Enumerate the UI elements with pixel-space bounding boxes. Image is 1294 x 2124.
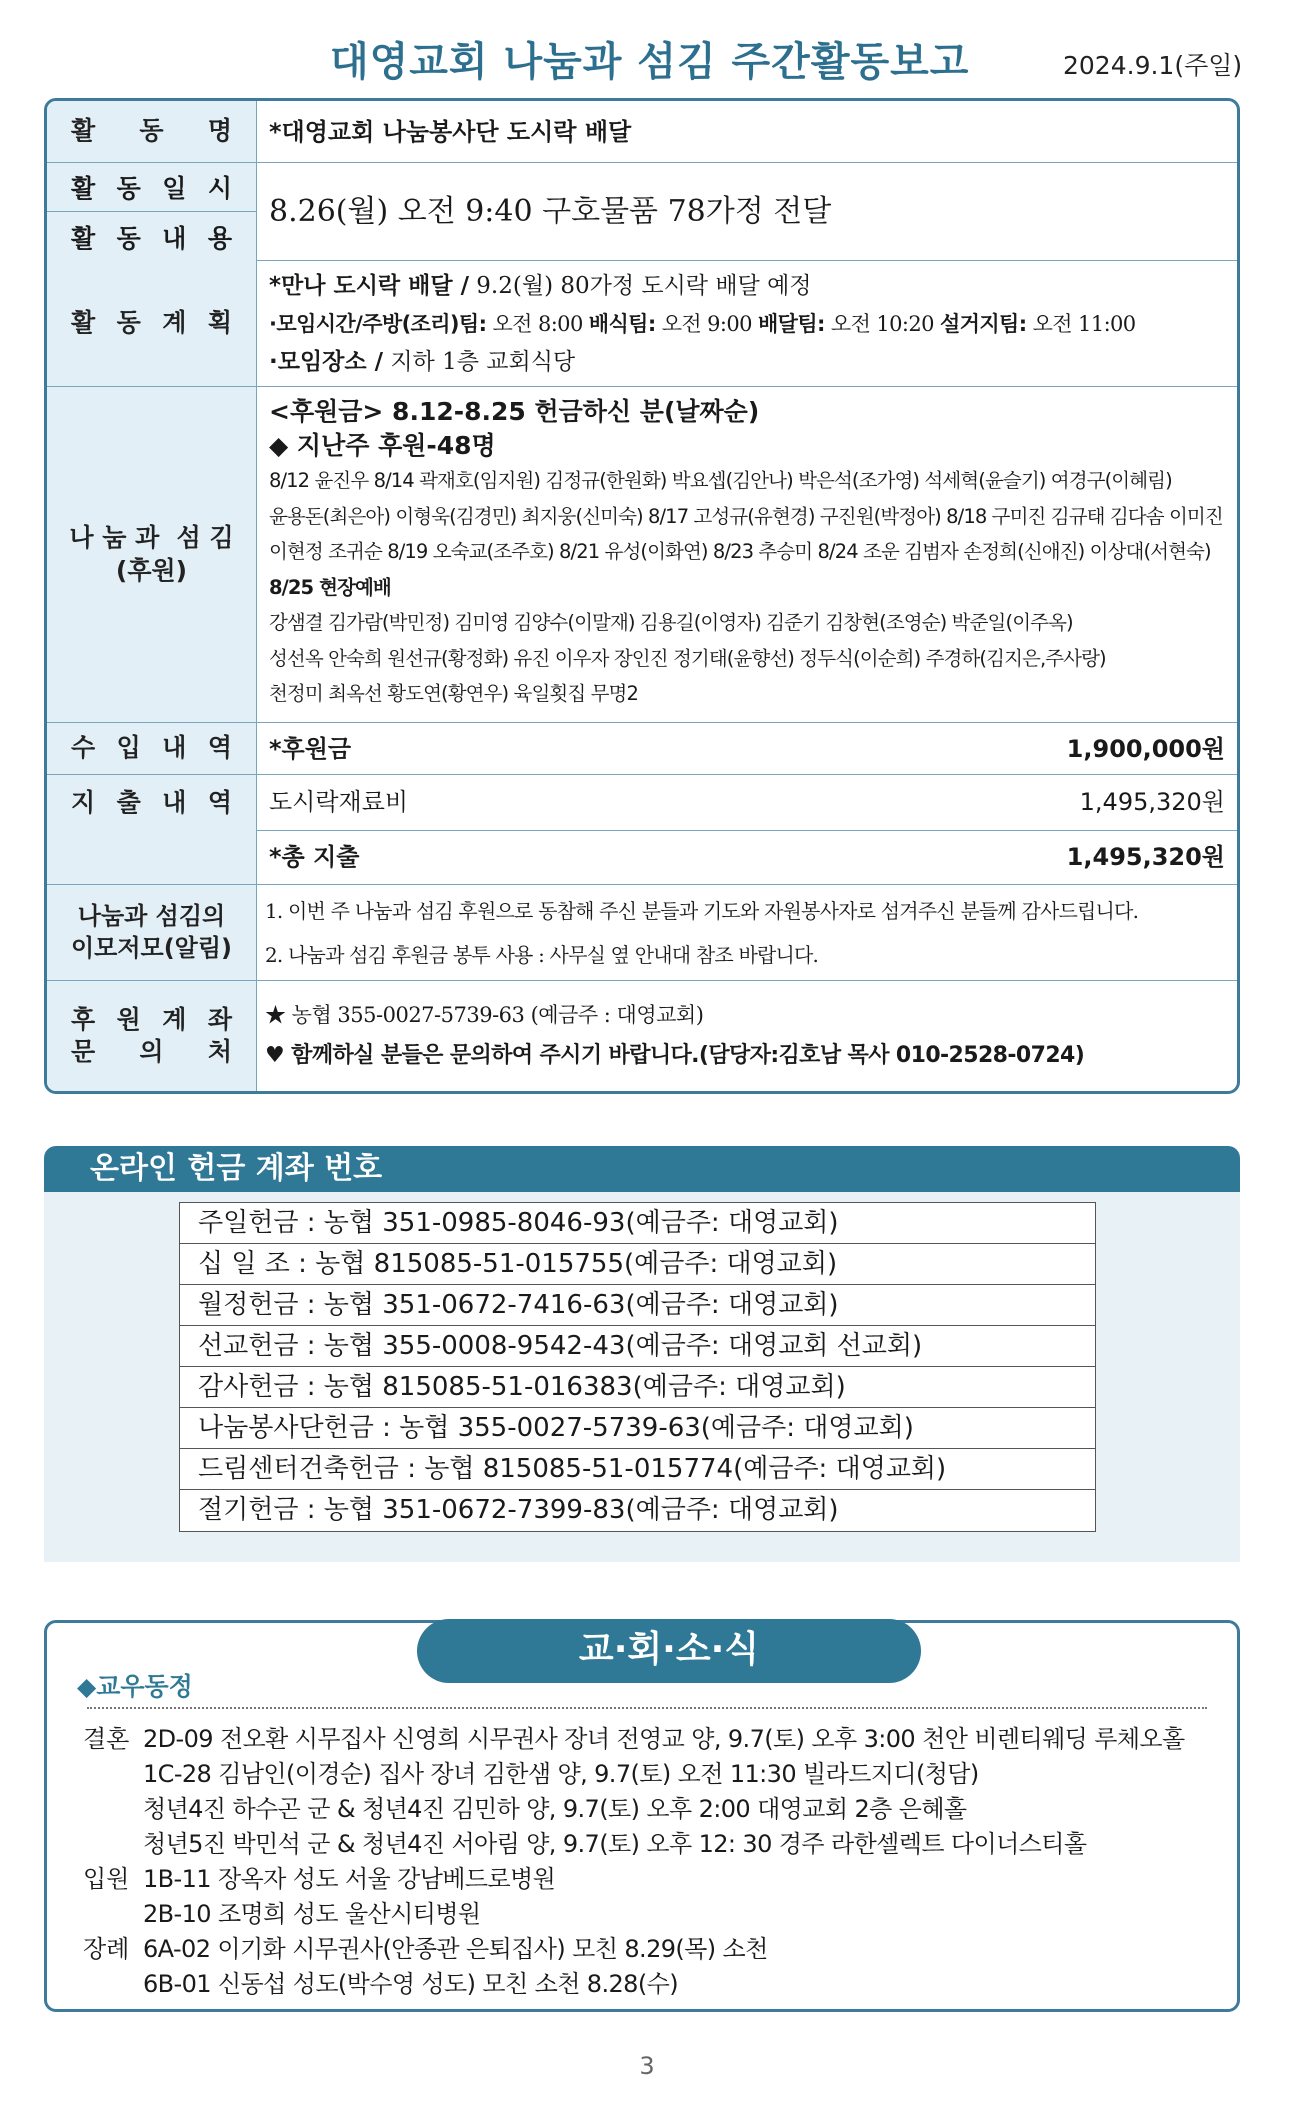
expense-amount: 1,495,320원 bbox=[1079, 788, 1225, 816]
news-category: 결혼 bbox=[83, 1725, 130, 1753]
news-category: 장례 bbox=[83, 1935, 130, 1963]
news-item: 2D-09 전오환 시무집사 신영희 시무권사 장녀 전영교 양, 9.7(토) 오후 3:00 천안 비렌티웨딩 루체오홀 bbox=[143, 1725, 1185, 1753]
label-char: 활 bbox=[71, 308, 96, 338]
sharing-subheading: ◆ 지난주 후원-48명 bbox=[269, 431, 496, 460]
plan-dishwash-team: 설거지팀: bbox=[939, 312, 1027, 336]
label-char: 활 bbox=[71, 116, 96, 146]
account-row: 월정헌금 : 농협 351-0672-7416-63(예금주: 대영교회) bbox=[180, 1285, 1095, 1326]
news-item: 청년5진 박민석 군 & 청년4진 서아림 양, 9.7(토) 오후 12: 30 경주 라한셀렉트 다이너스티홀 bbox=[143, 1830, 1087, 1858]
news-item: 6B-01 신동섭 성도(박수영 성도) 모친 소천 8.28(수) bbox=[143, 1970, 678, 1998]
plan-delivery-time: 오전 10:20 bbox=[824, 312, 940, 336]
news-item: 6A-02 이기화 시무권사(안종관 은퇴집사) 모친 8.29(목) 소천 bbox=[143, 1935, 768, 1963]
label-char: 계 bbox=[162, 1004, 187, 1034]
label-char: 역 bbox=[207, 733, 232, 763]
label-notice-line2: 이모저모(알림) bbox=[70, 933, 233, 962]
activity-date-content-value: 8.26(월) 오전 9:40 구호물품 78가정 전달 bbox=[269, 194, 832, 229]
label-activity-name bbox=[47, 101, 257, 162]
account-value bbox=[265, 981, 1225, 1091]
account-row: 나눔봉사단헌금 : 농협 355-0027-5739-63(예금주: 대영교회) bbox=[180, 1408, 1095, 1449]
account-row: 주일헌금 : 농협 351-0985-8046-93(예금주: 대영교회) bbox=[180, 1203, 1095, 1244]
plan-delivery-team: 배달팀: bbox=[758, 312, 825, 336]
plan-line-1-text: 9.2(월) 80가정 도시락 배달 예정 bbox=[468, 273, 812, 299]
label-notice-line1: 나눔과 섬김의 bbox=[77, 902, 226, 931]
plan-line-1 bbox=[269, 267, 1225, 305]
expense-item: 도시락재료비 bbox=[269, 788, 409, 816]
activity-report-table bbox=[44, 98, 1240, 1094]
label-char: 동 bbox=[116, 174, 141, 203]
row-activity-date-content bbox=[47, 163, 1237, 261]
sharing-heading: <후원금> 8.12-8.25 헌금하신 분(날짜순) bbox=[269, 397, 760, 426]
label-activity-date bbox=[47, 163, 257, 212]
plan-line-2 bbox=[269, 305, 1225, 343]
label-char: 출 bbox=[116, 788, 141, 817]
account-row: 감사헌금 : 농협 815085-51-016383(예금주: 대영교회) bbox=[180, 1367, 1095, 1408]
plan-line-1-bold: *만나 도시락 배달 / bbox=[269, 273, 469, 299]
label-char: 지 bbox=[71, 788, 96, 817]
row-activity-name bbox=[47, 101, 1237, 163]
label-char: 일 bbox=[162, 174, 187, 203]
church-news-box bbox=[44, 1620, 1240, 2012]
row-activity-plan bbox=[47, 261, 1237, 387]
label-char: 내 bbox=[162, 223, 187, 253]
label-char: 입 bbox=[116, 733, 141, 763]
report-date: 2024.9.1(주일) bbox=[1063, 51, 1243, 80]
online-accounts-table bbox=[179, 1202, 1096, 1532]
account-contact-line: ♥ 함께하실 분들은 문의하여 주시기 바랍니다.(담당자:김호남 목사 010-2528-0724) bbox=[265, 1043, 1085, 1068]
label-char: 시 bbox=[207, 174, 232, 203]
label-char: 처 bbox=[207, 1037, 232, 1066]
label-char: 후 bbox=[71, 1004, 96, 1034]
notice-value bbox=[265, 885, 1225, 980]
online-accounts-header: 온라인 헌금 계좌 번호 bbox=[44, 1146, 1240, 1192]
income-amount: 1,900,000원 bbox=[1066, 735, 1225, 763]
row-notice bbox=[47, 885, 1237, 981]
news-category: 입원 bbox=[83, 1865, 130, 1893]
label-account bbox=[47, 981, 257, 1091]
expense-total-amount: 1,495,320원 bbox=[1066, 843, 1225, 871]
label-notice bbox=[47, 885, 257, 980]
plan-line-3-bold: ·모임장소 / bbox=[269, 349, 384, 375]
label-account-line1 bbox=[71, 1004, 232, 1037]
news-item: 2B-10 조명희 성도 울산시티병원 bbox=[143, 1900, 481, 1928]
donor-line: 천정미 최옥선 황도연(황연우) 육일횟집 무명2 bbox=[269, 682, 638, 705]
label-activity-plan bbox=[47, 261, 257, 386]
sharing-value bbox=[269, 387, 1225, 722]
notice-line-1: 1. 이번 주 나눔과 섬김 후원으로 동참해 주신 분들과 기도와 자원봉사자로 섬겨주신 분들께 감사드립니다. bbox=[265, 899, 1139, 923]
label-char: 활 bbox=[71, 223, 96, 253]
label-char: 획 bbox=[207, 308, 232, 338]
label-sharing-line2: (후원) bbox=[115, 555, 188, 585]
account-row: 절기헌금 : 농협 351-0672-7399-83(예금주: 대영교회) bbox=[180, 1490, 1095, 1531]
news-item: 1B-11 장옥자 성도 서울 강남베드로병원 bbox=[143, 1865, 556, 1893]
donor-line-onsite: 8/25 현장예배 bbox=[269, 575, 391, 599]
donor-line: 성선옥 안숙희 원선규(황정화) 유진 이우자 장인진 정기태(윤향선) 정두식(이순희) 주경하(김지은,주사랑) bbox=[269, 646, 1106, 670]
plan-line-3-text: 지하 1층 교회식당 bbox=[383, 349, 576, 375]
account-row: 십 일 조 : 농협 815085-51-015755(예금주: 대영교회) bbox=[180, 1244, 1095, 1285]
income-item: *후원금 bbox=[269, 735, 352, 763]
plan-serving-time: 오전 9:00 bbox=[655, 312, 758, 336]
label-sharing-line1: 나 눔 과 섬 김 bbox=[69, 523, 234, 552]
label-activity-content bbox=[47, 212, 257, 261]
row-income bbox=[47, 723, 1237, 775]
label-sharing bbox=[47, 387, 257, 722]
dotted-divider bbox=[87, 1707, 1207, 1709]
news-item: 청년4진 하수곤 군 & 청년4진 김민하 양, 9.7(토) 오후 2:00 대영교회 2층 은혜홀 bbox=[143, 1795, 967, 1823]
label-char: 문 bbox=[71, 1037, 96, 1066]
row-sharing bbox=[47, 387, 1237, 723]
church-news-title: 교·회·소·식 bbox=[417, 1619, 921, 1683]
label-expense bbox=[47, 775, 257, 884]
donor-list bbox=[269, 463, 1225, 712]
label-income bbox=[47, 723, 257, 774]
row-expense bbox=[47, 775, 1237, 885]
news-item: 1C-28 김남인(이경순) 집사 장녀 김한샘 양, 9.7(토) 오전 11:30 빌라드지디(청담) bbox=[143, 1760, 979, 1788]
row-account bbox=[47, 981, 1237, 1091]
online-accounts-section bbox=[44, 1192, 1240, 1562]
label-char: 좌 bbox=[207, 1004, 232, 1034]
plan-dishwash-time: 오전 11:00 bbox=[1026, 312, 1136, 336]
label-char: 원 bbox=[116, 1004, 141, 1034]
page-number: 3 bbox=[639, 2052, 655, 2080]
notice-line-2: 2. 나눔과 섬김 후원금 봉투 사용 : 사무실 옆 안내대 참조 바랍니다. bbox=[265, 943, 819, 967]
label-char: 활 bbox=[71, 174, 96, 203]
label-char: 내 bbox=[162, 733, 187, 763]
activity-name-value: *대영교회 나눔봉사단 도시락 배달 bbox=[269, 118, 632, 146]
expense-item-row bbox=[257, 775, 1237, 831]
label-char: 계 bbox=[162, 308, 187, 338]
label-char: 용 bbox=[207, 223, 232, 253]
label-char: 명 bbox=[207, 116, 232, 146]
account-row: 선교헌금 : 농협 355-0008-9542-43(예금주: 대영교회 선교회) bbox=[180, 1326, 1095, 1367]
label-char: 동 bbox=[116, 308, 141, 338]
donor-line: 8/12 윤진우 8/14 곽재호(임지원) 김정규(한원화) 박요셉(김안나) 박은석(조가영) 석세혁(윤슬기) 여경구(이혜림) bbox=[269, 469, 1172, 492]
account-row: 드림센터건축헌금 : 농협 815085-51-015774(예금주: 대영교회) bbox=[180, 1449, 1095, 1490]
label-char: 의 bbox=[139, 1037, 164, 1066]
page-title: 대영교회 나눔과 섬김 주간활동보고 bbox=[330, 39, 970, 85]
plan-kitchen-time: 오전 8:00 bbox=[486, 312, 589, 336]
income-value bbox=[269, 723, 1225, 774]
expense-total-item: *총 지출 bbox=[269, 843, 360, 871]
members-news-heading: ◆교우동정 bbox=[77, 1672, 193, 1701]
label-char: 역 bbox=[207, 788, 232, 817]
label-account-line2 bbox=[71, 1036, 232, 1069]
activity-plan-value bbox=[269, 261, 1225, 386]
account-number-line: ★ 농협 355-0027-5739-63 (예금주 : 대영교회) bbox=[265, 1003, 704, 1027]
label-char: 동 bbox=[139, 116, 164, 146]
donor-line: 윤용돈(최은아) 이형욱(김경민) 최지웅(신미숙) 8/17 고성규(유현경) 구진원(박정아) 8/18 구미진 김규태 김다솜 이미진 bbox=[269, 504, 1223, 528]
plan-kitchen-team: ·모임시간/주방(조리)팀: bbox=[269, 312, 487, 336]
expense-total-row bbox=[257, 830, 1237, 885]
plan-line-3 bbox=[269, 343, 1225, 381]
label-char: 수 bbox=[71, 733, 96, 763]
donor-line: 이현정 조귀순 8/19 오숙교(조주호) 8/21 유성(이화연) 8/23 추승미 8/24 조운 김범자 손정희(신애진) 이상대(서현숙) bbox=[269, 540, 1211, 563]
label-char: 동 bbox=[116, 223, 141, 253]
donor-line: 강샘결 김가람(박민정) 김미영 김양수(이말재) 김용길(이영자) 김준기 김창현(조영순) 박준일(이주옥) bbox=[269, 611, 1073, 634]
plan-serving-team: 배식팀: bbox=[588, 312, 656, 336]
label-char: 내 bbox=[162, 788, 187, 817]
